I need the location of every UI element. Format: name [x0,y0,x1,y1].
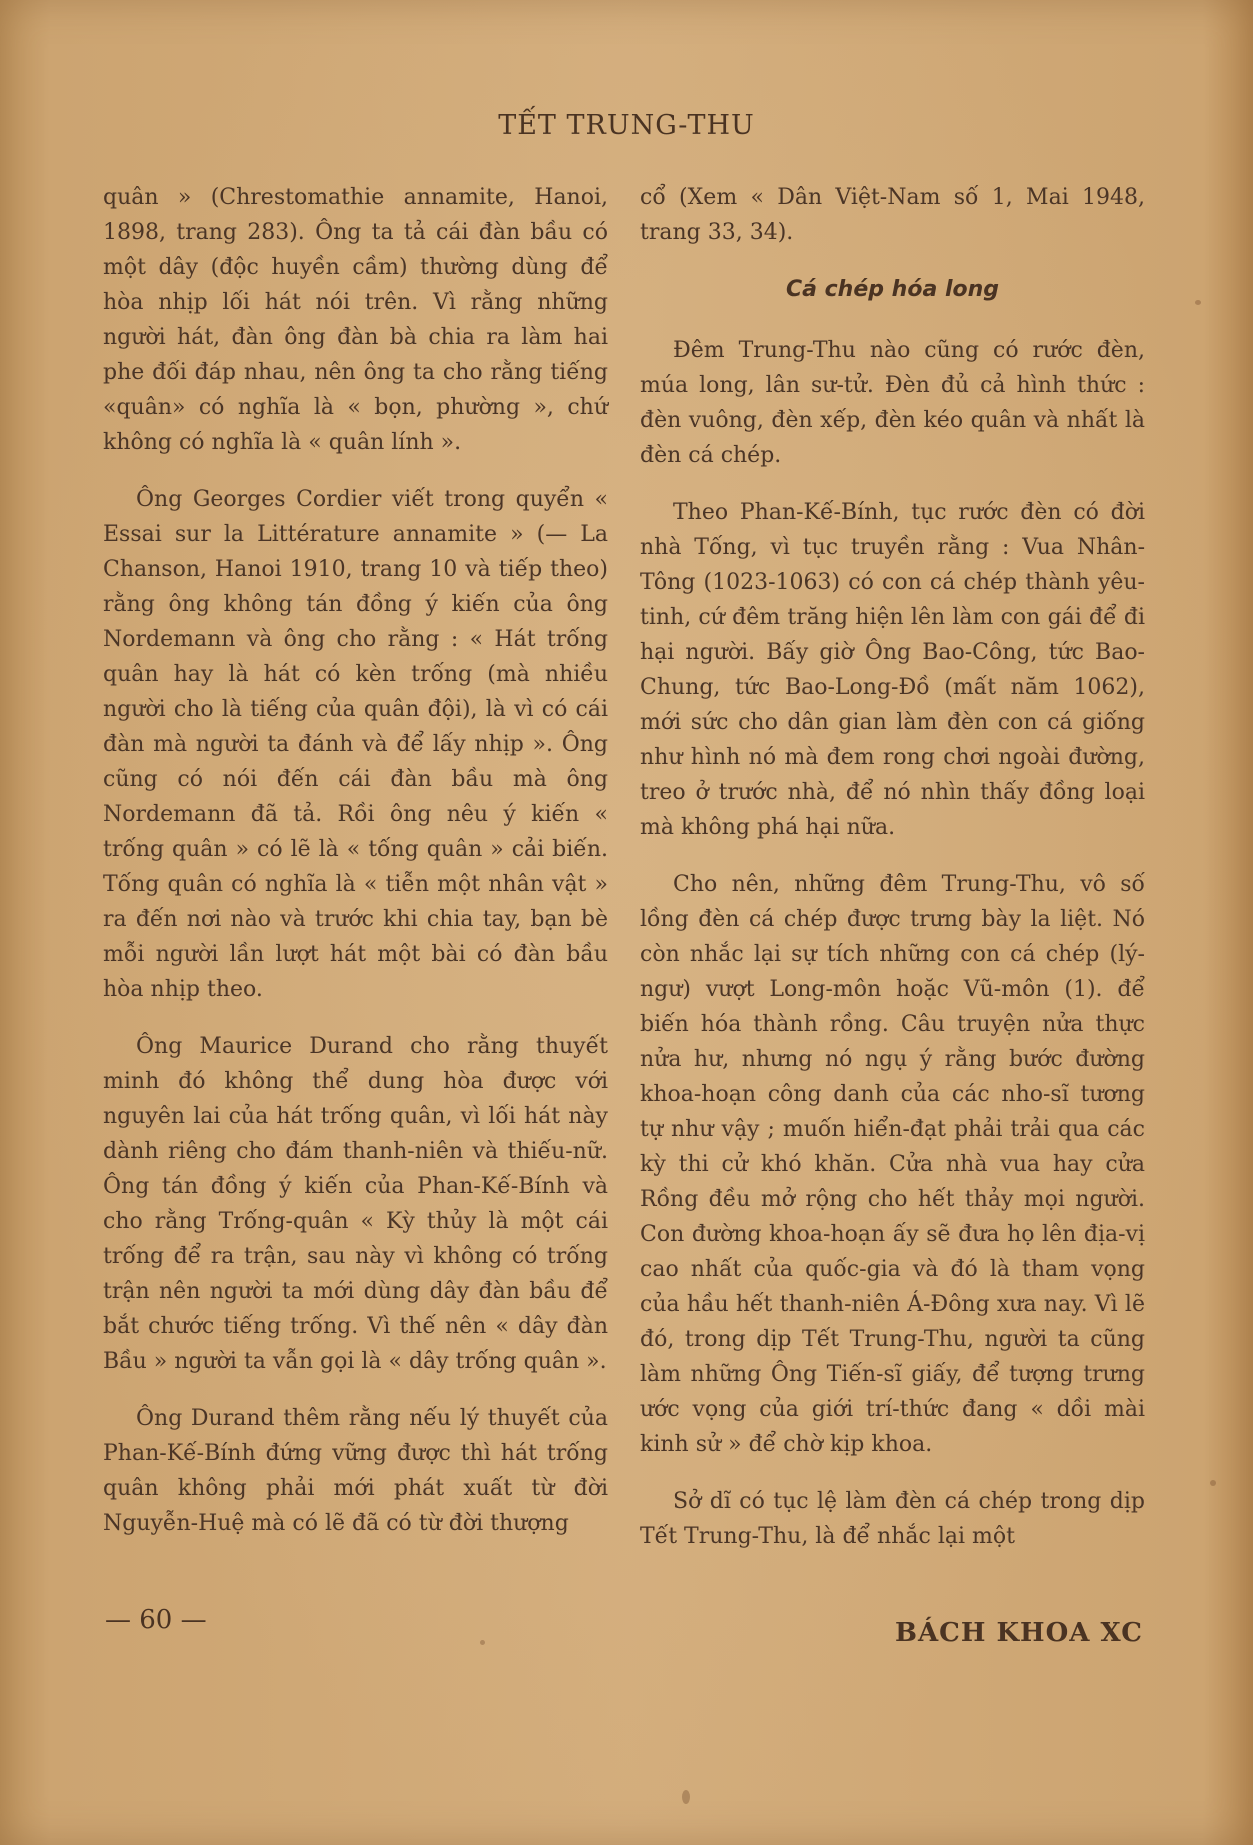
paragraph: Đêm Trung-Thu nào cũng có rước đèn, múa long, lân sư-tử. Đèn đủ cả hình thức : đèn vuông, đèn xếp, đèn kéo quân và nhất là đèn cá chép. [640,338,1145,468]
paragraph: Ông Georges Cordier viết trong quyển « Essai sur la Littérature annamite » (— La Chanson, Hanoi 1910, trang 10 và tiếp theo) rằng ông không tán đồng ý kiến của ông Nordemann và ông cho rằng : « Hát trống quân hay là hát có kèn trống (mà nhiều người cho là tiếng của quân đội), là vì có cái đàn mà người ta đánh và để lấy nhịp ». Ông cũng có nói đến cái đàn bầu mà ông Nordemann đã tả. Rồi ông nêu ý kiến « trống quân » có lẽ là « tống quân » cải biến. Tống quân có nghĩa là « tiễn một nhân vật » ra đến nơi nào và trước khi chia tay, bạn bè mỗi người lần lượt hát một bài có đàn bầu hòa nhịp theo. [103,487,608,1002]
paragraph: Cho nên, những đêm Trung-Thu, vô số lồng đèn cá chép được trưng bày la liệt. Nó còn nhắc lại sự tích những con cá chép (lý-ngư) vượt Long-môn hoặc Vũ-môn (1). để biến hóa thành rồng. Câu truyện nửa thực nửa hư, nhưng nó ngụ ý rằng bước đường khoa-hoạn công danh của các nho-sĩ tương tự như vậy ; muốn hiển-đạt phải trải qua các kỳ thi cử khó khăn. Cửa nhà vua hay cửa Rồng đều mở rộng cho hết thảy mọi người. Con đường khoa-hoạn ấy sẽ đưa họ lên địa-vị cao nhất của quốc-gia và đó là tham vọng của hầu hết thanh-niên Á-Đông xưa nay. Vì lẽ đó, trong dịp Tết Trung-Thu, người ta cũng làm những Ông Tiến-sĩ giấy, để tượng trưng ước vọng của giới trí-thức đang « dồi mài kinh sử » để chờ kịp khoa. [640,872,1145,1457]
paper-speck [682,1790,690,1804]
page-number: — 60 — [105,1605,207,1635]
left-column [103,180,608,1563]
paragraph: Ông Maurice Durand cho rằng thuyết minh đó không thể dung hòa được với nguyên lai của hát trống quân, vì lối hát này dành riêng cho đám thanh-niên và thiếu-nữ. Ông tán đồng ý kiến của Phan-Kế-Bính và cho rằng Trống-quân « Kỳ thủy là một cái trống để ra trận, sau này vì không có trống trận nên người ta mới dùng dây đàn bầu để bắt chước tiếng trống. Vì thế nên « dây đàn Bầu » người ta vẫn gọi là « dây trống quân ». [103,1034,608,1374]
paragraph: Ông Durand thêm rằng nếu lý thuyết của Phan-Kế-Bính đứng vững được thì hát trống quân không phải mới phát xuất từ đời Nguyễn-Huệ mà có lẽ đã có từ đời thượng [103,1406,608,1536]
paragraph: quân » (Chrestomathie annamite, Hanoi, 1898, trang 283). Ông ta tả cái đàn bầu có một dây (độc huyền cầm) thường dùng để hòa nhịp lối hát nói trên. Vì rằng những người hát, đàn ông đàn bà chia ra làm hai phe đối đáp nhau, nên ông ta cho rằng tiếng «quân» có nghĩa là « bọn, phường », chứ không có nghĩa là « quân lính ». [103,185,608,455]
paper-speck [1195,300,1201,305]
paragraph: Sở dĩ có tục lệ làm đèn cá chép trong dịp Tết Trung-Thu, là để nhắc lại một [640,1489,1145,1549]
paper-speck [1210,1480,1216,1486]
right-column [640,180,1145,1576]
paragraph: cổ (Xem « Dân Việt-Nam số 1, Mai 1948, trang 33, 34). [640,185,1145,245]
paragraph: Theo Phan-Kế-Bính, tục rước đèn có đời nhà Tống, vì tục truyền rằng : Vua Nhân-Tông (1023-1063) có con cá chép thành yêu-tinh, cứ đêm trăng hiện lên làm con gái để đi hại người. Bấy giờ Ông Bao-Công, tức Bao-Chung, tức Bao-Long-Đồ (mất năm 1062), mới sức cho dân gian làm đèn con cá giống như hình nó mà đem rong chơi ngoài đường, treo ở trước nhà, để nó nhìn thấy đồng loại mà không phá hại nữa. [640,500,1145,840]
running-header: TẾT TRUNG-THU [498,110,755,141]
paper-speck [480,1640,485,1645]
publication-name: BÁCH KHOA XC [895,1618,1143,1648]
section-title: Cá chép hóa long [785,277,1000,302]
